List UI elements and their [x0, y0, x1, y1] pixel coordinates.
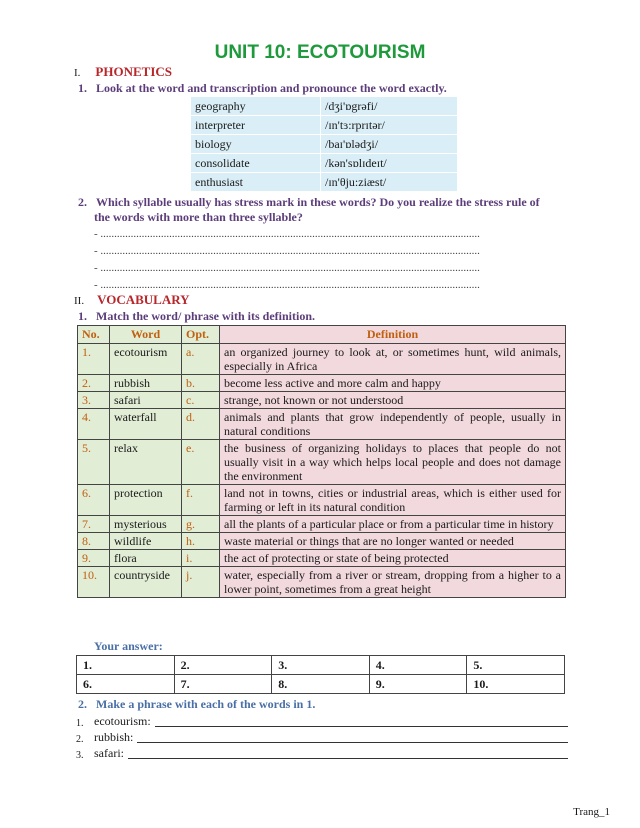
question-1 — [78, 81, 447, 96]
vocab-definition: become less active and more calm and happy — [220, 375, 566, 392]
phrase-number: 3. — [76, 750, 84, 761]
vocab-no: 9. — [78, 550, 110, 567]
vocab-definition: the act of protecting or state of being protected — [220, 550, 566, 567]
vocab-opt: f. — [182, 485, 220, 516]
phonetics-row — [191, 97, 458, 116]
answer-cell[interactable]: 9. — [369, 675, 467, 694]
section-title: PHONETICS — [95, 64, 172, 79]
phonetics-word: geography — [191, 97, 321, 116]
section-title: VOCABULARY — [97, 292, 190, 307]
question-number: 2. — [78, 195, 87, 209]
phonetics-row — [191, 116, 458, 135]
vocab-definition: strange, not known or not understood — [220, 392, 566, 409]
vocab-no: 8. — [78, 533, 110, 550]
answer-cell[interactable]: 5. — [467, 656, 565, 675]
phonetics-word: consolidate — [191, 154, 321, 173]
vocab-definition: the business of organizing holidays to places that people do not usually visit in a way which helps local people and does not damage the environment — [220, 440, 566, 485]
phrase-number: 2. — [76, 734, 84, 745]
phrase-item — [76, 714, 568, 729]
header-opt: Opt. — [182, 326, 220, 344]
phonetics-ipa: /ɪn'tɜ:rprɪtər/ — [321, 116, 458, 135]
phrase-number: 1. — [76, 718, 84, 729]
vocab-question-1 — [78, 309, 315, 324]
vocab-header-row — [78, 326, 566, 344]
section-vocabulary-heading — [74, 292, 190, 308]
vocab-definition: waste material or things that are no longer wanted or needed — [220, 533, 566, 550]
vocab-definition: animals and plants that grow independently of people, usually in natural conditions — [220, 409, 566, 440]
vocab-row — [78, 344, 566, 375]
question-2 — [78, 195, 568, 225]
phrase-answer-line[interactable] — [128, 758, 568, 759]
vocab-row — [78, 440, 566, 485]
vocab-no: 10. — [78, 567, 110, 598]
vocab-row — [78, 485, 566, 516]
question-number: 2. — [78, 697, 87, 711]
vocab-opt: b. — [182, 375, 220, 392]
header-word: Word — [110, 326, 182, 344]
vocab-word: countryside — [110, 567, 182, 598]
answer-cell[interactable]: 8. — [272, 675, 370, 694]
vocab-row — [78, 533, 566, 550]
answer-dot-line[interactable]: - .......................................................................................................................................... — [94, 262, 480, 274]
vocab-opt: j. — [182, 567, 220, 598]
vocab-opt: c. — [182, 392, 220, 409]
phonetics-word: enthusiast — [191, 173, 321, 192]
vocab-word: rubbish — [110, 375, 182, 392]
phonetics-ipa: /dʒi'ɒgrəfi/ — [321, 97, 458, 116]
vocab-row — [78, 516, 566, 533]
vocab-no: 3. — [78, 392, 110, 409]
vocab-word: relax — [110, 440, 182, 485]
answer-dot-line[interactable]: - .......................................................................................................................................... — [94, 279, 480, 291]
vocab-word: flora — [110, 550, 182, 567]
vocab-opt: g. — [182, 516, 220, 533]
vocab-row — [78, 392, 566, 409]
vocab-no: 5. — [78, 440, 110, 485]
header-definition: Definition — [220, 326, 566, 344]
phonetics-ipa: /kən'sɒlɪdeɪt/ — [321, 154, 458, 173]
phrase-answer-line[interactable] — [137, 742, 568, 743]
question-text-line2: the words with more than three syllable? — [94, 210, 303, 224]
vocab-row — [78, 550, 566, 567]
vocab-opt: a. — [182, 344, 220, 375]
answer-cell[interactable]: 4. — [369, 656, 467, 675]
vocab-opt: e. — [182, 440, 220, 485]
answer-cell[interactable]: 3. — [272, 656, 370, 675]
vocab-word: mysterious — [110, 516, 182, 533]
your-answer-label: Your answer: — [94, 639, 163, 653]
vocab-definition: an organized journey to look at, or sometimes hunt, wild animals, especially in Africa — [220, 344, 566, 375]
vocab-word: waterfall — [110, 409, 182, 440]
page-title: UNIT 10: ECOTOURISM — [214, 42, 426, 63]
question-text: Make a phrase with each of the words in 1. — [96, 697, 316, 711]
phrase-label: rubbish: — [94, 730, 134, 744]
answer-row — [77, 656, 565, 675]
answer-cell[interactable]: 2. — [174, 656, 272, 675]
vocab-no: 7. — [78, 516, 110, 533]
vocab-row — [78, 375, 566, 392]
phonetics-ipa: /ɪn'θju:ziæst/ — [321, 173, 458, 192]
vocab-opt: h. — [182, 533, 220, 550]
phonetics-row — [191, 135, 458, 154]
vocab-no: 6. — [78, 485, 110, 516]
phrase-item — [76, 746, 568, 761]
vocab-definition: all the plants of a particular place or from a particular time in history — [220, 516, 566, 533]
answer-row — [77, 675, 565, 694]
question-text: Match the word/ phrase with its definition. — [96, 309, 315, 323]
vocab-opt: i. — [182, 550, 220, 567]
vocab-row — [78, 409, 566, 440]
vocabulary-table — [77, 325, 566, 598]
vocab-no: 4. — [78, 409, 110, 440]
answer-cell[interactable]: 7. — [174, 675, 272, 694]
question-text-line1: Which syllable usually has stress mark in these words? Do you realize the stress rule of — [96, 195, 540, 209]
question-text: Look at the word and transcription and pronounce the word exactly. — [96, 81, 447, 95]
phonetics-row — [191, 173, 458, 192]
vocab-question-2 — [78, 697, 315, 712]
vocab-word: safari — [110, 392, 182, 409]
vocab-no: 1. — [78, 344, 110, 375]
section-number: II. — [74, 295, 85, 307]
vocab-no: 2. — [78, 375, 110, 392]
answer-cell[interactable]: 1. — [77, 656, 175, 675]
section-phonetics-heading — [74, 64, 172, 80]
vocab-word: protection — [110, 485, 182, 516]
header-no: No. — [78, 326, 110, 344]
phonetics-table — [190, 96, 458, 192]
phonetics-ipa: /baɪ'ɒlədʒi/ — [321, 135, 458, 154]
vocab-definition: water, especially from a river or stream, dropping from a higher to a lower point, sometimes from a great height — [220, 567, 566, 598]
answer-dot-line[interactable]: - .......................................................................................................................................... — [94, 228, 480, 240]
answer-cell[interactable]: 10. — [467, 675, 565, 694]
answer-table — [76, 655, 565, 694]
vocab-definition: land not in towns, cities or industrial areas, which is either used for farming or left in its natural condition — [220, 485, 566, 516]
phrase-label: safari: — [94, 746, 124, 760]
question-number: 1. — [78, 309, 87, 323]
page-footer: Trang_1 — [573, 806, 610, 818]
section-number: I. — [74, 67, 81, 79]
vocab-row — [78, 567, 566, 598]
phrase-answer-line[interactable] — [155, 726, 568, 727]
vocab-opt: d. — [182, 409, 220, 440]
phrase-label: ecotourism: — [94, 714, 151, 728]
answer-dot-line[interactable]: - .......................................................................................................................................... — [94, 245, 480, 257]
phonetics-word: interpreter — [191, 116, 321, 135]
question-number: 1. — [78, 81, 87, 95]
phrase-item — [76, 730, 568, 745]
phonetics-row — [191, 154, 458, 173]
vocab-word: ecotourism — [110, 344, 182, 375]
answer-cell[interactable]: 6. — [77, 675, 175, 694]
phonetics-word: biology — [191, 135, 321, 154]
vocab-word: wildlife — [110, 533, 182, 550]
